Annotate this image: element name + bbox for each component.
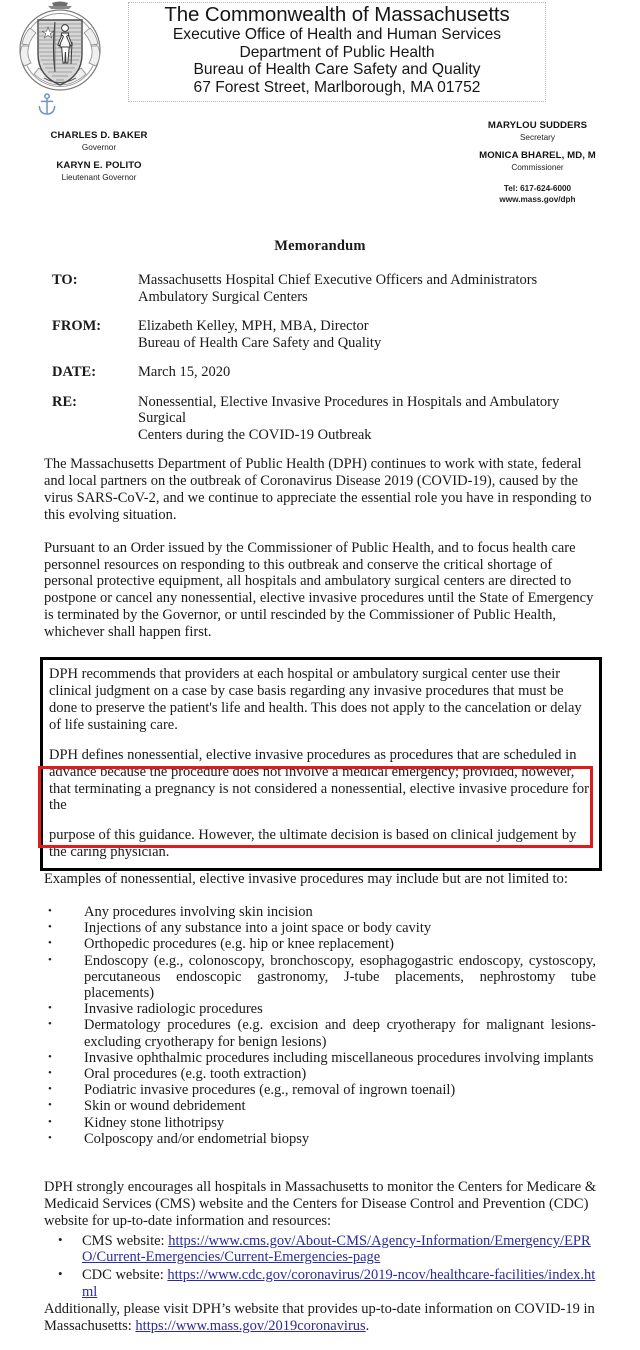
memo-row-re <box>52 394 600 444</box>
callout-paragraph-1: DPH recommends that providers at each hospital or ambulatory surgical center use their clinical judgment on a case by case basis regarding any invasive procedures that must be done to preserve the patient's life and health. This does not apply to the cancelation or delay of life sustaining care. <box>49 666 582 733</box>
agency-line-2: Executive Office of Health and Human Services <box>172 26 502 43</box>
memo-label-from: FROM: <box>52 318 102 334</box>
list-item: • Injections of any substance into a joint space or body cavity <box>44 920 600 936</box>
callout-paragraph-3: purpose of this guidance. However, the ultimate decision is based on clinical judgement by the caring physician. <box>49 827 577 861</box>
examples-lead-in: Examples of nonessential, elective invasive procedures may include but are not limited to: <box>44 871 568 888</box>
cms-link-label: CMS website: <box>82 1232 169 1249</box>
resources-section <box>0 1179 640 1335</box>
closing-paragraph <box>44 1301 600 1335</box>
officials-block <box>0 122 640 214</box>
list-item: • Invasive ophthalmic procedures including miscellaneous procedures involving implants <box>44 1050 600 1066</box>
memo-value-from <box>138 318 600 351</box>
memo-label-to: TO: <box>52 272 78 288</box>
closing-period: . <box>365 1318 370 1335</box>
secretary-name: MARYLOU SUDDERS <box>487 120 588 131</box>
anchor-icon <box>36 93 58 117</box>
commissioner-name: MONICA BHAREL, MD, M <box>479 150 596 161</box>
memo-label-re: RE: <box>52 393 77 410</box>
document-body <box>0 456 640 641</box>
memo-to-line-2: Ambulatory Surgical Centers <box>138 288 308 305</box>
cms-website-link[interactable]: https://www.cms.gov/About-CMS/Agency-Information/Emergency/EPRO/Current-Emergencies/Current-Emergencies-page <box>82 1232 591 1266</box>
memo-re-line-2: Centers during the COVID-19 Outbreak <box>138 426 372 443</box>
resources-link-list <box>44 1233 600 1300</box>
list-item: • Invasive radiologic procedures <box>44 1001 600 1017</box>
list-item <box>44 1267 600 1300</box>
memo-from-line-2: Bureau of Health Care Safety and Quality <box>138 334 382 351</box>
examples-list <box>44 904 600 1147</box>
lt-governor-name: KARYN E. POLITO <box>56 160 142 171</box>
examples-section <box>0 871 640 1147</box>
governor-title: Governor <box>81 143 117 152</box>
memo-value-re <box>138 394 600 444</box>
memorandum-title: Memorandum <box>274 238 366 254</box>
memo-to-line-1: Massachusetts Hospital Chief Executive Officers and Administrators <box>138 272 538 288</box>
officials-left-column <box>4 130 194 183</box>
memo-from-line-1: Elizabeth Kelley, MPH, MBA, Director <box>138 318 369 334</box>
list-item: • Dermatology procedures (e.g. excision and deep cryotherapy for malignant lesions-excluding cryotherapy for benign lesions) <box>44 1017 600 1049</box>
memo-row-from <box>52 318 600 351</box>
lt-governor-title: Lieutenant Governor <box>61 173 137 182</box>
cdc-link-label: CDC website: <box>82 1266 168 1283</box>
memorandum-fields <box>0 272 640 443</box>
body-paragraph-1: The Massachusetts Department of Public Health (DPH) continues to work with state, federal and local partners on the outbreak of Coronavirus Disease 2019 (COVID-19), caused by the virus SARS-CoV-2, and we continue to appreciate the essential role you have in responding to this evolving situation. <box>44 456 592 523</box>
agency-line-1: The Commonwealth of Massachusetts <box>164 3 510 26</box>
agency-line-4: Bureau of Health Care Safety and Quality <box>193 61 481 78</box>
list-item: • Kidney stone lithotripsy <box>44 1115 600 1131</box>
list-item: • Podiatric invasive procedures (e.g., removal of ingrown toenail) <box>44 1082 600 1098</box>
contact-website: www.mass.gov/dph <box>499 195 576 204</box>
callout-paragraph-2: DPH defines nonessential, elective invasive procedures as procedures that are scheduled in advance because the procedure does not involve a medical emergency; provided, however, that terminating a pregnancy is not considered a nonessential, elective invasive procedure for the <box>49 746 589 814</box>
mass-coronavirus-link[interactable]: https://www.mass.gov/2019coronavirus <box>135 1318 366 1335</box>
list-item: • Colposcopy and/or endometrial biopsy <box>44 1131 600 1147</box>
highlighted-guidance-callout <box>0 657 640 871</box>
resources-intro: DPH strongly encourages all hospitals in Massachusetts to monitor the Centers for Medicare & Medicaid Services (CMS) website and the Centers for Disease Control and Prevention (CDC) website for up-to-date information and resources: <box>44 1179 597 1229</box>
closing-text: Additionally, please visit DPH’s website that provides up-to-date information on COVID-19 in Massachusetts: <box>44 1301 595 1335</box>
memo-row-date <box>52 364 600 381</box>
list-item <box>44 1233 600 1266</box>
letterhead <box>0 0 640 122</box>
memo-value-to <box>138 272 600 305</box>
list-item: • Oral procedures (e.g. tooth extraction) <box>44 1066 600 1082</box>
officials-right-column <box>430 120 640 205</box>
massachusetts-state-seal <box>14 0 106 120</box>
black-outline-box <box>40 657 602 871</box>
memo-value-date <box>138 364 600 381</box>
list-item: • Any procedures involving skin incision <box>44 904 600 920</box>
agency-header-box <box>128 2 546 102</box>
agency-line-3: Department of Public Health <box>239 43 435 61</box>
agency-line-5: 67 Forest Street, Marlborough, MA 01752 <box>193 78 481 96</box>
memo-label-date: DATE: <box>52 364 97 380</box>
governor-name: CHARLES D. BAKER <box>50 130 148 141</box>
cdc-website-link[interactable]: https://www.cdc.gov/coronavirus/2019-ncov/healthcare-facilities/index.html <box>82 1266 596 1300</box>
memo-re-line-1: Nonessential, Elective Invasive Procedures in Hospitals and Ambulatory Surgical <box>138 393 560 426</box>
memo-date-line-1: March 15, 2020 <box>138 364 231 380</box>
list-item: • Skin or wound debridement <box>44 1098 600 1114</box>
body-paragraph-2: Pursuant to an Order issued by the Commissioner of Public Health, and to focus health care personnel resources on responding to this outbreak and conserve the critical shortage of personal protective equipment, all hospitals and ambulatory surgical centers are directed to postpone or cancel any nonessential, elective invasive procedures until the State of Emergency is terminated by the Governor, or until rescinded by the Commissioner of Public Health, whichever shall happen first. <box>44 539 594 641</box>
contact-phone: Tel: 617-624-6000 <box>503 184 572 193</box>
list-item: • Endoscopy (e.g., colonoscopy, bronchoscopy, esophagogastric endoscopy, cystoscopy, percutaneous endoscopic gastronomy, J-tube placements, nephrostomy tube placements) <box>44 953 600 1002</box>
secretary-title: Secretary <box>519 133 556 142</box>
memo-row-to <box>52 272 600 305</box>
list-item: • Orthopedic procedures (e.g. hip or knee replacement) <box>44 936 600 952</box>
commissioner-title: Commissioner <box>511 163 564 172</box>
